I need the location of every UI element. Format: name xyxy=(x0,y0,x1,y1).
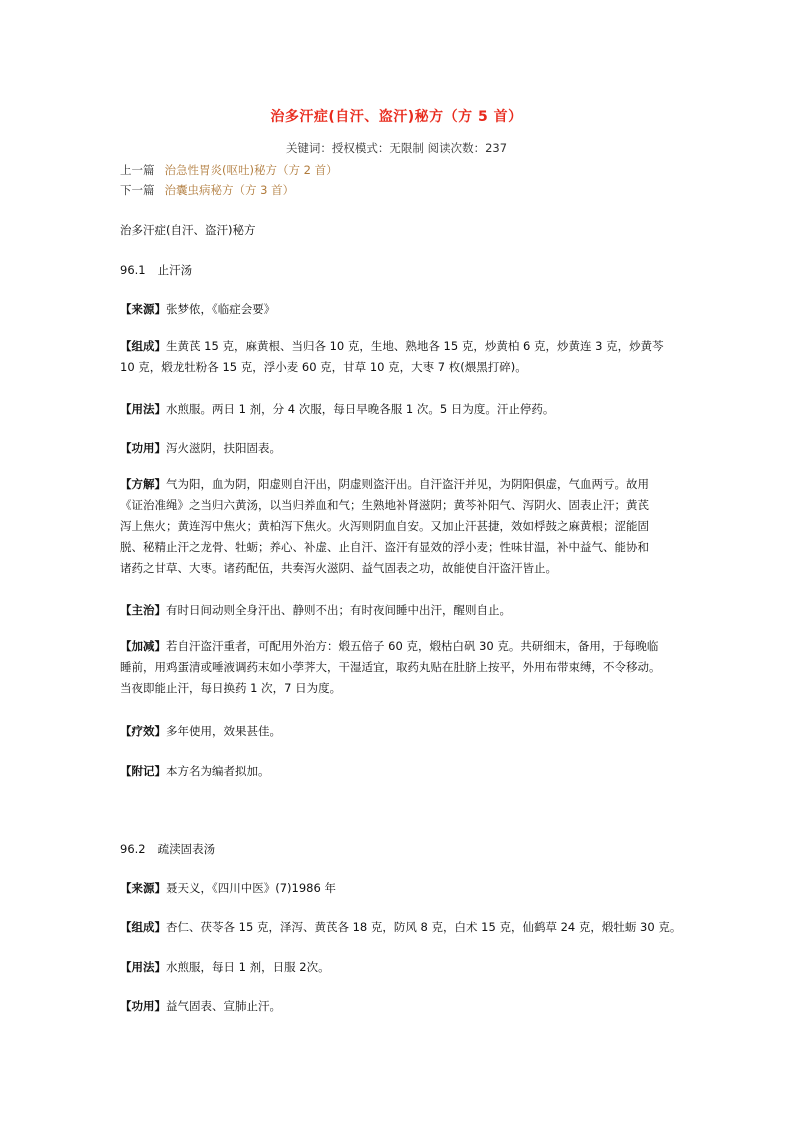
page-title: 治多汗症(自汗、盗汗)秘方（方 5 首） xyxy=(270,109,523,125)
section-name: 疏渎固表汤 xyxy=(157,842,216,856)
prev-label: 上一篇 xyxy=(120,163,155,177)
field-note xyxy=(120,763,270,779)
field-value: 生黄芪 15 克，麻黄根、当归各 10 克，生地、熟地各 15 克，炒黄柏 6 克，炒黄连 3 克，炒黄芩 xyxy=(166,339,664,353)
field-composition xyxy=(120,919,681,935)
document-heading: 治多汗症(自汗、盗汗)秘方 xyxy=(120,223,256,237)
field-value-cont: 诸药之甘草、大枣。诸药配伍，共奏泻火滋阴、益气固表之功，故能使自汗盗汗皆止。 xyxy=(120,561,557,575)
field-label: 【来源】 xyxy=(120,302,166,316)
next-label: 下一篇 xyxy=(120,183,155,197)
field-label: 【主治】 xyxy=(120,603,166,617)
field-value: 聂天义，《四川中医》(7)1986 年 xyxy=(166,881,336,895)
field-indication xyxy=(120,602,511,618)
field-usage xyxy=(120,959,330,975)
next-article xyxy=(120,182,294,198)
field-label: 【用法】 xyxy=(120,402,166,416)
field-value: 水煎服。两日 1 剂，分 4 次服，每日早晚各服 1 次。5 日为度。汗止停药。 xyxy=(166,402,555,416)
field-value: 水煎服，每日 1 剂，日服 2次。 xyxy=(166,960,330,974)
field-label: 【方解】 xyxy=(120,477,166,491)
field-source xyxy=(120,301,275,317)
field-value: 若自汗盗汗重者，可配用外治方：煅五倍子 60 克，煅枯白矾 30 克。共研细末，备用，于每晚临 xyxy=(166,639,659,653)
field-label: 【来源】 xyxy=(120,881,166,895)
field-label: 【功用】 xyxy=(120,441,166,455)
field-value: 益气固表、宣肺止汗。 xyxy=(166,999,281,1013)
prev-article-link[interactable]: 治急性胃炎(呕吐)秘方（方 2 首） xyxy=(164,163,338,177)
field-composition xyxy=(120,336,680,378)
section-number: 96.2 xyxy=(120,842,146,856)
field-label: 【加减】 xyxy=(120,639,166,653)
field-modification xyxy=(120,636,680,699)
field-value: 气为阳，血为阴，阳虚则自汗出，阴虚则盗汗出。自汗盗汗并见，为阴阳俱虚，气血两亏。故用 xyxy=(166,477,649,491)
field-explanation xyxy=(120,474,680,579)
section-heading xyxy=(120,262,192,278)
field-value-cont: 睡前，用鸡蛋清或唾液调药末如小荸荠大，干湿适宜，取药丸贴在肚脐上按平，外用布带束缚，不令移动。 xyxy=(120,660,661,674)
field-value-cont: 10 克，煅龙牡粉各 15 克，浮小麦 60 克，甘草 10 克，大枣 7 枚(煨黑打碎)。 xyxy=(120,360,527,374)
field-value-cont: 《证治准绳》之当归六黄汤，以当归养血和气；生熟地补肾滋阴；黄芩补阳气、泻阴火、固表止汗；黄芪 xyxy=(120,498,649,512)
prev-article xyxy=(120,162,338,178)
field-value: 有时日间动则全身汗出、静则不出；有时夜间睡中出汗，醒则自止。 xyxy=(166,603,511,617)
field-value-cont: 脱、秘精止汗之龙骨、牡蛎；养心、补虚、止自汗、盗汗有显效的浮小麦；性味甘温，补中益气、能协和 xyxy=(120,540,649,554)
field-label: 【组成】 xyxy=(120,339,166,353)
field-result xyxy=(120,723,281,739)
field-label: 【组成】 xyxy=(120,920,166,934)
field-effect xyxy=(120,440,281,456)
field-value: 多年使用，效果甚佳。 xyxy=(166,724,281,738)
field-value: 杏仁、茯苓各 15 克，泽泻、黄芪各 18 克，防风 8 克，白术 15 克，仙鹤草 24 克，煅牡蛎 30 克。 xyxy=(166,920,682,934)
section-heading xyxy=(120,841,215,857)
field-value: 本方名为编者拟加。 xyxy=(166,764,270,778)
field-effect xyxy=(120,998,281,1014)
field-source xyxy=(120,880,336,896)
field-value: 张梦侬，《临症会要》 xyxy=(166,302,276,316)
field-label: 【附记】 xyxy=(120,764,166,778)
field-label: 【功用】 xyxy=(120,999,166,1013)
field-value-cont: 泻上焦火；黄连泻中焦火；黄柏泻下焦火。火泻则阴血自安。又加止汗甚捷，效如桴鼓之麻黄根；涩能固 xyxy=(120,519,649,533)
section-name: 止汗汤 xyxy=(157,263,193,277)
field-label: 【疗效】 xyxy=(120,724,166,738)
field-usage xyxy=(120,401,554,417)
section-number: 96.1 xyxy=(120,263,146,277)
meta-line: 关键词：授权模式：无限制 阅读次数：237 xyxy=(285,141,508,155)
field-label: 【用法】 xyxy=(120,960,166,974)
field-value: 泻火滋阴，扶阳固表。 xyxy=(166,441,281,455)
next-article-link[interactable]: 治囊虫病秘方（方 3 首） xyxy=(164,183,295,197)
field-value-cont: 当夜即能止汗，每日换药 1 次，7 日为度。 xyxy=(120,681,342,695)
